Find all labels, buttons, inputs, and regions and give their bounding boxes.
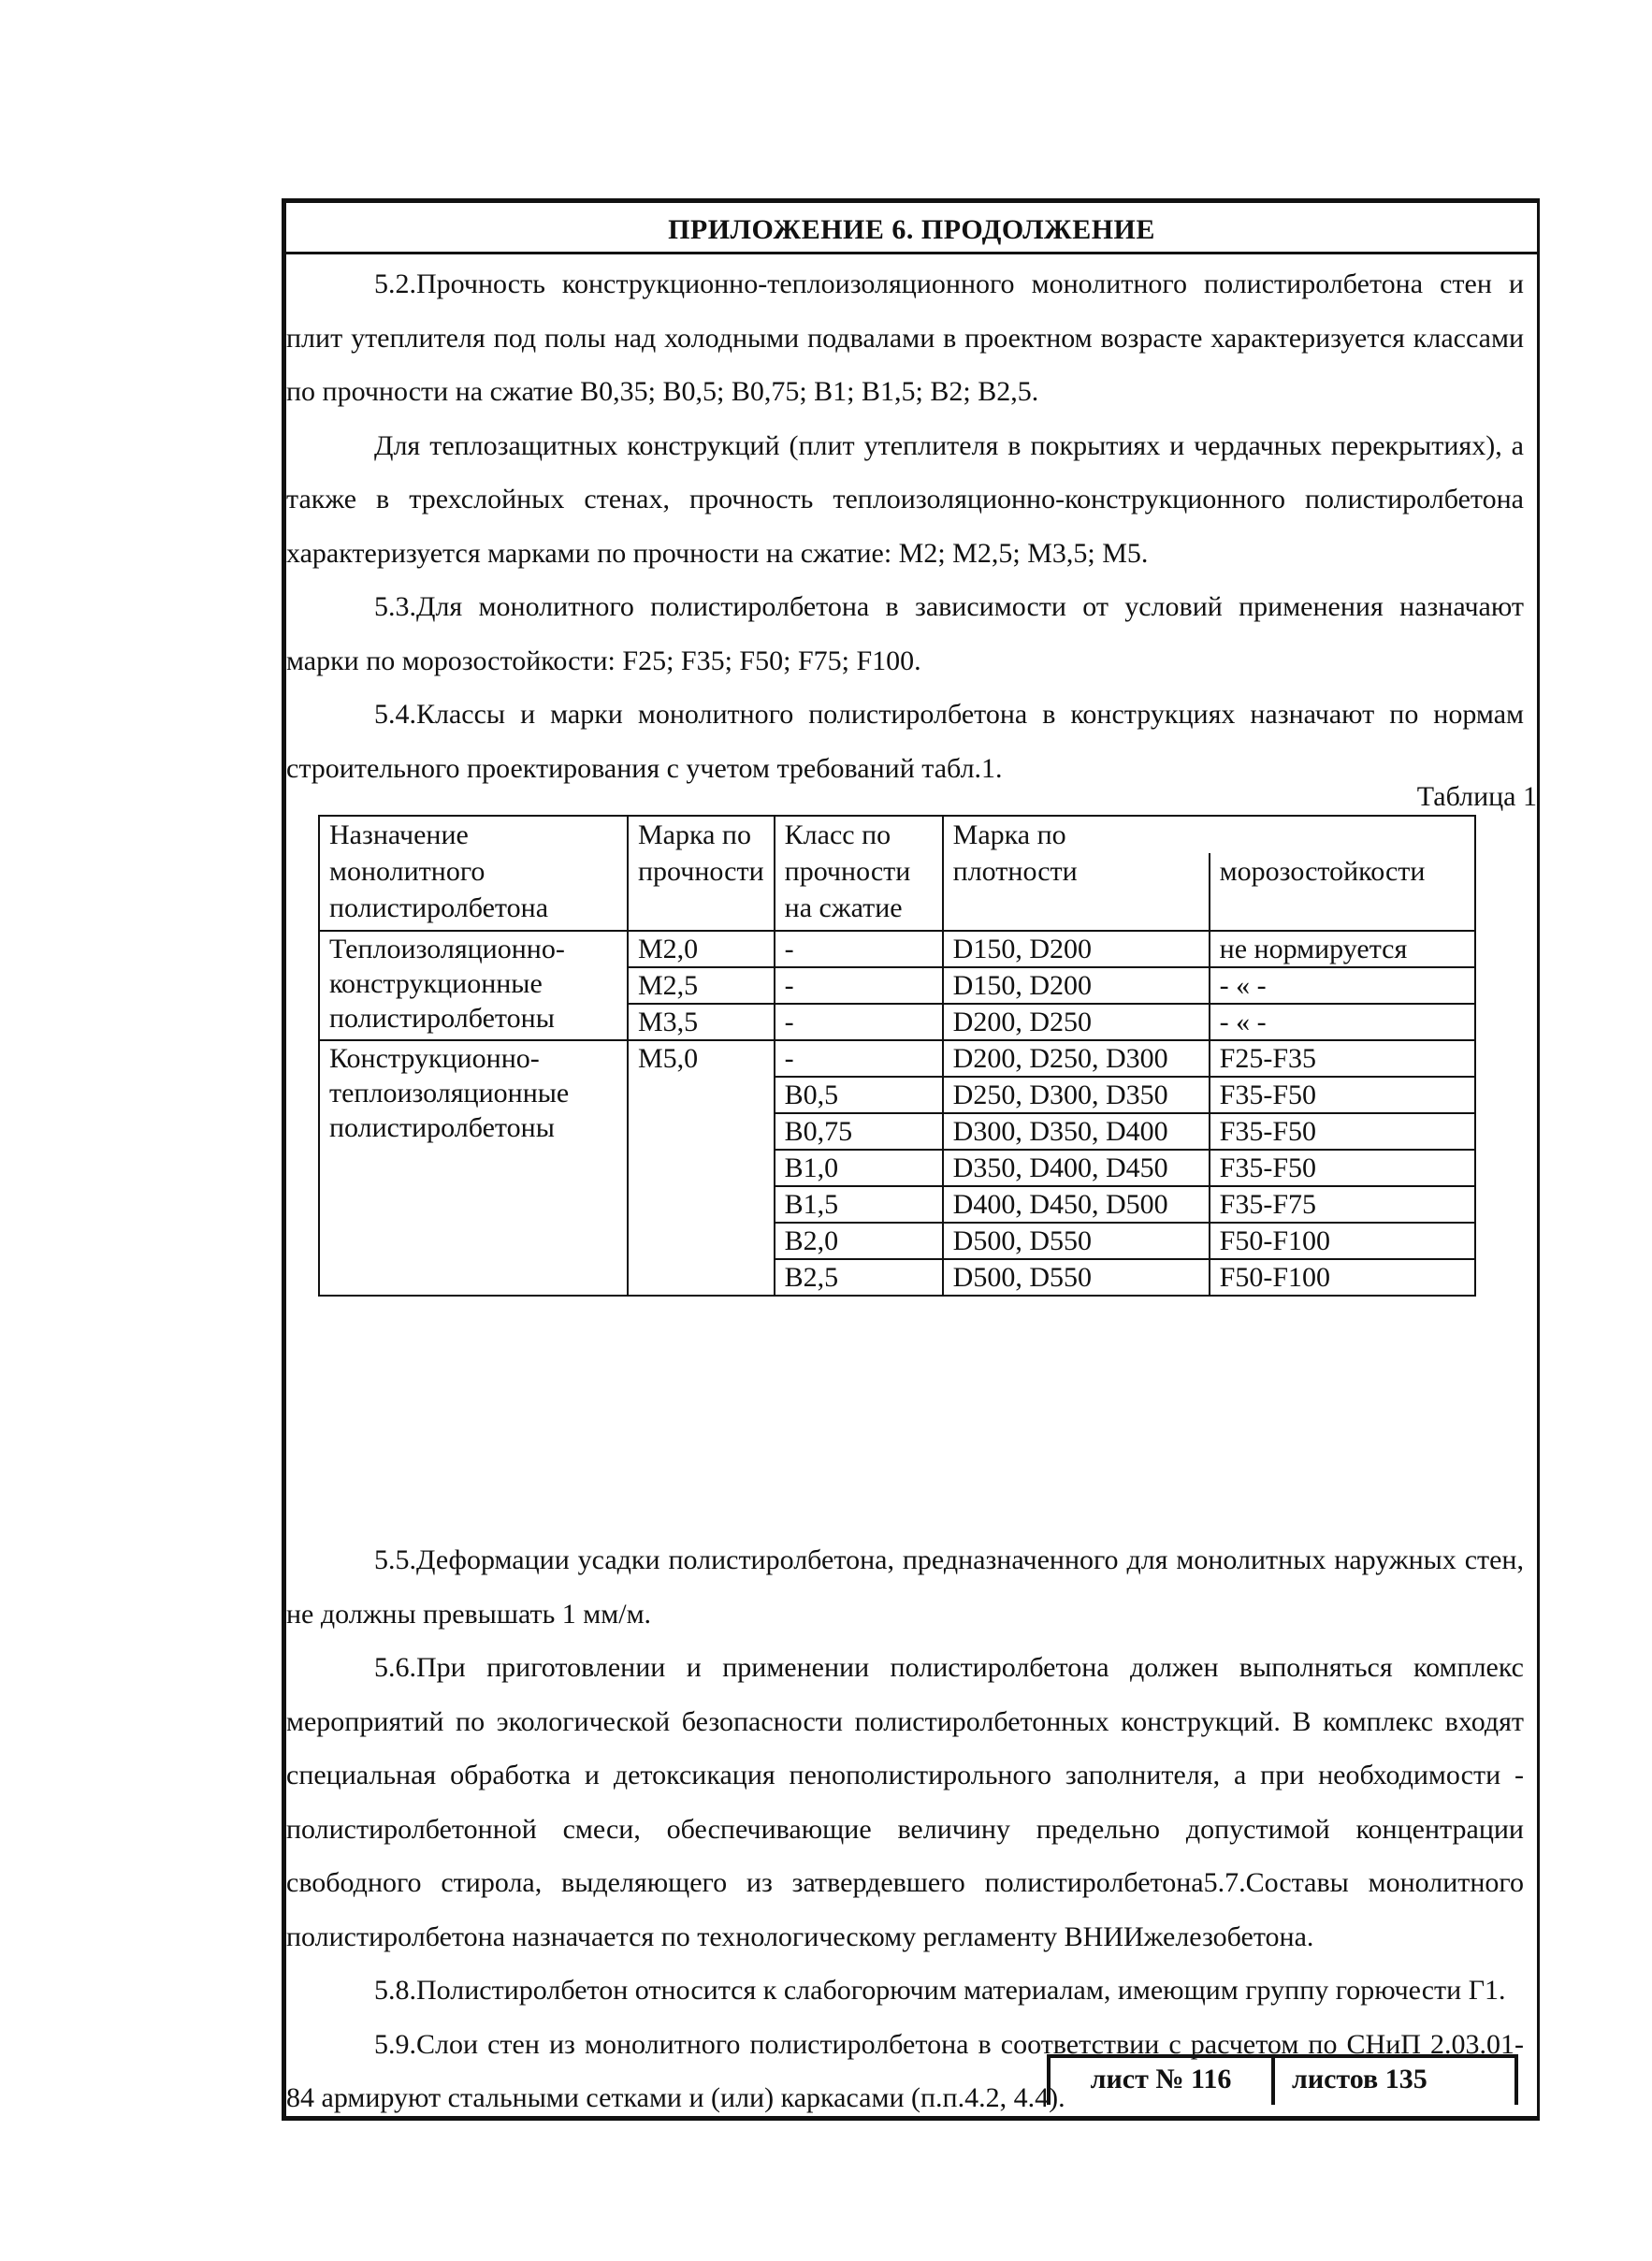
- page-frame: [282, 198, 1540, 2121]
- cell-frost: F35-F50: [1210, 1150, 1475, 1186]
- header-mark-group: Марка по: [943, 816, 1475, 853]
- table-caption: Таблица 1: [1416, 781, 1537, 812]
- table-row: [319, 931, 1475, 967]
- cell-frost: F25-F35: [1210, 1040, 1475, 1077]
- header-frost: морозостойкости: [1210, 853, 1475, 931]
- sheet-number: лист № 116: [1051, 2058, 1275, 2105]
- cell-frost: - « -: [1210, 967, 1475, 1004]
- page-heading: ПРИЛОЖЕНИЕ 6. ПРОДОЛЖЕНИЕ: [668, 214, 1155, 245]
- header-grade: Марка по прочности: [628, 816, 775, 931]
- cell-density: D200, D250, D300: [943, 1040, 1210, 1077]
- cell-frost: - « -: [1210, 1004, 1475, 1040]
- cell-class: -: [775, 1040, 943, 1077]
- cell-density: D300, D350, D400: [943, 1113, 1210, 1150]
- cell-grade: М2,0: [628, 931, 775, 967]
- cell-grade-group-2: М5,0: [628, 1040, 775, 1296]
- paragraph-5-9: 5.9.Слои стен из монолитного полистиролбетона в соответствии с расчетом по СНиП 2.03.01-84 армируют стальными сетками и (или) каркасами (п.п.4.2, 4.4).: [286, 2028, 1524, 2113]
- table-header-row: [319, 816, 1475, 853]
- cell-frost: F35-F50: [1210, 1113, 1475, 1150]
- header-purpose: Назначение монолитного полистиролбетона: [319, 816, 628, 931]
- heading-divider: [286, 252, 1537, 254]
- paragraph-5-2: 5.2.Прочность конструкционно-теплоизоляционного монолитного полистиролбетона стен и плит утеплителя под полы над холодными подвалами в проектном возрасте характеризуется классами по прочности на сжатие В0,35; В0,5; В0,75; В1; В1,5; В2; В2,5.: [286, 268, 1524, 407]
- cell-purpose-group-1: Теплоизоляционно-конструкционные полистиролбетоны: [319, 931, 628, 1040]
- cell-density: D500, D550: [943, 1223, 1210, 1259]
- cell-class: -: [775, 1004, 943, 1040]
- cell-grade: М3,5: [628, 1004, 775, 1040]
- cell-frost: F50-F100: [1210, 1223, 1475, 1259]
- cell-class: -: [775, 931, 943, 967]
- cell-class: В0,5: [775, 1077, 943, 1113]
- cell-class: В2,0: [775, 1223, 943, 1259]
- cell-density: D200, D250: [943, 1004, 1210, 1040]
- spec-table: [318, 815, 1476, 1297]
- sheet-total: листов 135: [1292, 2064, 1427, 2094]
- cell-density: D150, D200: [943, 967, 1210, 1004]
- cell-class: В2,5: [775, 1259, 943, 1296]
- cell-class: В0,75: [775, 1113, 943, 1150]
- cell-class: -: [775, 967, 943, 1004]
- cell-density: D250, D300, D350: [943, 1077, 1210, 1113]
- paragraph-5-8: 5.8.Полистиролбетон относится к слабогорючим материалам, имеющим группу горючести Г1.: [374, 1975, 1506, 2006]
- sheet-stamp: [1047, 2054, 1518, 2105]
- paragraph-thermal: Для теплозащитных конструкций (плит утеплителя в покрытиях и чердачных перекрытиях), а также в трехслойных стенах, прочность теплоизоляционно-конструкционного полистиролбетона характеризуется марками по прочности на сжатие: М2; М2,5; М3,5; М5.: [286, 429, 1524, 569]
- top-text: [286, 257, 1524, 795]
- cell-density: D500, D550: [943, 1259, 1210, 1296]
- header-class: Класс по прочности на сжатие: [775, 816, 943, 931]
- bottom-text: [286, 1533, 1524, 2125]
- cell-purpose-group-2: Конструкционно-теплоизоляционные полистиролбетоны: [319, 1040, 628, 1296]
- cell-class: В1,5: [775, 1186, 943, 1223]
- cell-frost: F35-F75: [1210, 1186, 1475, 1223]
- cell-density: D350, D400, D450: [943, 1150, 1210, 1186]
- paragraph-5-4: 5.4.Классы и марки монолитного полистиролбетона в конструкциях назначают по нормам строительного проектирования с учетом требований табл.1.: [286, 699, 1524, 784]
- paragraph-5-3: 5.3.Для монолитного полистиролбетона в зависимости от условий применения назначают марки по морозостойкости: F25; F35; F50; F75; F100.: [286, 591, 1524, 676]
- paragraph-5-6: 5.6.При приготовлении и применении полистиролбетона должен выполняться комплекс мероприятий по экологической безопасности полистиролбетонных конструкций. В комплекс входят специальная обработка и детоксикация пенополистирольного заполнителя, а при необходимости - полистиролбетонной смеси, обеспечивающие величину предельно допустимой концентрации свободного стирола, выделяющего из затвердевшего полистиролбетона5.7.Составы монолитного полистиролбетона назначается по технологическому регламенту ВНИИжелезобетона.: [286, 1652, 1524, 1952]
- cell-density: D150, D200: [943, 931, 1210, 967]
- table-row: [319, 1040, 1475, 1077]
- cell-frost: F35-F50: [1210, 1077, 1475, 1113]
- cell-density: D400, D450, D500: [943, 1186, 1210, 1223]
- header-density: плотности: [943, 853, 1210, 931]
- cell-class: В1,0: [775, 1150, 943, 1186]
- paragraph-5-5: 5.5.Деформации усадки полистиролбетона, предназначенного для монолитных наружных стен, не должны превышать 1 мм/м.: [286, 1544, 1524, 1630]
- cell-frost: F50-F100: [1210, 1259, 1475, 1296]
- cell-grade: М2,5: [628, 967, 775, 1004]
- cell-frost: не нормируется: [1210, 931, 1475, 967]
